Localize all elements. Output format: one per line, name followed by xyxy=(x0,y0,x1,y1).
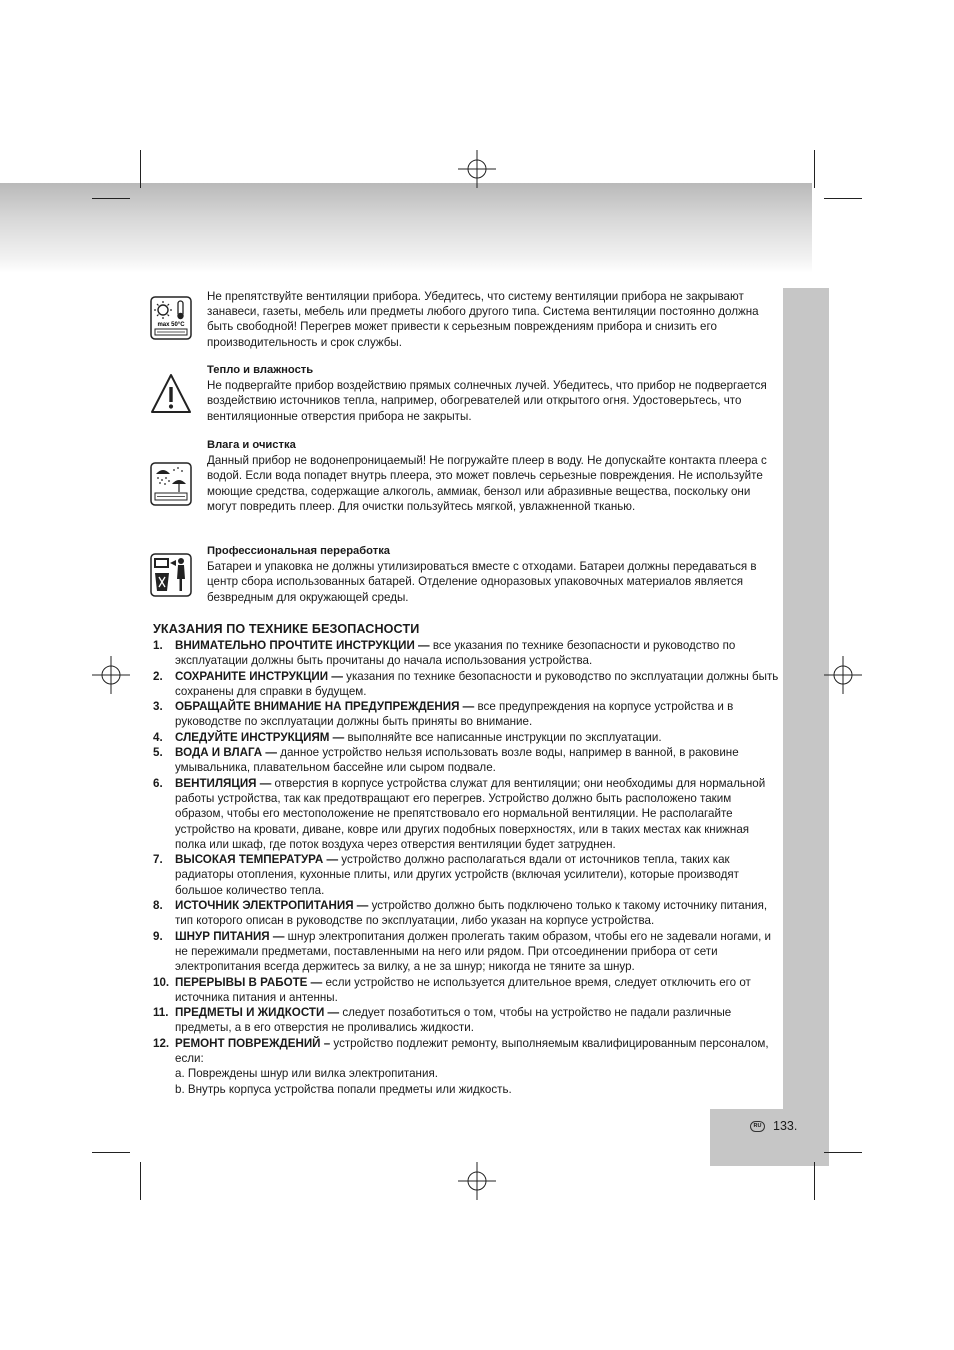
list-item xyxy=(153,852,783,898)
item-keyword: ВНИМАТЕЛЬНО ПРОЧТИТЕ ИНСТРУКЦИИ — xyxy=(175,639,430,652)
list-item xyxy=(153,1036,783,1067)
item-keyword: ОБРАЩАЙТЕ ВНИМАНИЕ НА ПРЕДУПРЕЖДЕНИЯ — xyxy=(175,700,475,714)
registration-mark-icon xyxy=(92,656,130,694)
notice-text: Не препятствуйте вентиляции прибора. Убедитесь, что систему вентиляции прибора не закрывают занавеси, газеты, мебель или предметы любого другого типа. Система вентиляции постоянно должна быть свободной! Перегрев может привести к серьезным повреждениям прибора и снизить его производительность и срок службы. xyxy=(207,290,759,349)
notice-text: Не подвергайте прибор воздействию прямых солнечных лучей. Убедитесь, что прибор не подвергается воздействию источников тепла, например, обогревателей или открытого огня. Удостоверьтесь, что вентиляционные отверстия прибора не закрыты. xyxy=(207,379,767,423)
list-item xyxy=(153,730,783,745)
list-item xyxy=(153,975,783,1006)
item-keyword: ПЕРЕРЫВЫ В РАБОТЕ — xyxy=(175,975,323,989)
item-text: отверстия в корпусе устройства служат для вентиляции; они необходимы для нормальной работы устройства, так как предотвращают его перегрев. Устройство должно быть расположено таким образом, чтобы его местоположение не препятствовало его нормальной вентиляции. Не располагайте устройство на кровати, диване, ковре или других подобных поверхностях, или в таких местах как книжная полка или шкаф, где поток воздуха через отверстия вентиляции будет затруднен. xyxy=(175,776,766,851)
crop-mark xyxy=(140,1162,141,1200)
item-text: все предупреждения на корпусе устройства и в руководстве по эксплуатации должны быть приняты во внимание. xyxy=(175,700,734,729)
list-item xyxy=(153,745,783,776)
item-number: 9. xyxy=(153,929,163,943)
item-keyword: ПРЕДМЕТЫ И ЖИДКОСТИ — xyxy=(175,1006,340,1020)
item-text: если устройство не используется длительное время, следует отключить его от источника питания и антенны. xyxy=(175,975,751,1004)
item-keyword: ИСТОЧНИК ЭЛЕКТРОПИТАНИЯ — xyxy=(175,899,369,913)
safety-list xyxy=(153,638,783,1097)
notice-text: Батареи и упаковка не должны утилизироваться вместе с отходами. Батареи должны передаваться в центр сбора использованных батарей. Отделение одноразовых упаковочных материалов является безвредным для окружающей среды. xyxy=(207,560,757,604)
list-item xyxy=(153,929,783,975)
item-text: устройство подлежит ремонту, выполняемым квалифицированным персоналом, если: xyxy=(175,1036,769,1066)
crop-mark xyxy=(824,1152,862,1153)
item-number: 8. xyxy=(153,899,163,913)
item-keyword: ВЕНТИЛЯЦИЯ — xyxy=(175,776,272,790)
item-text: шнур электропитания должен пролегать таким образом, чтобы его не задевали ногами, и не пережимали предметами, поставленными на него или рядом. При отсоединении прибора от сети электропитания всегда держитесь за вилку, а не за шнур; никогда не тяните за шнур. xyxy=(175,929,772,974)
notice-moisture-cleaning xyxy=(207,438,782,514)
notice-heading: Профессиональная переработка xyxy=(207,545,391,557)
max-temp-label: max 50°C xyxy=(157,322,185,328)
notice-heading: Тепло и влажность xyxy=(207,364,314,376)
list-item xyxy=(153,776,783,852)
registration-mark-icon xyxy=(824,656,862,694)
item-keyword: ВЫСОКАЯ ТЕМПЕРАТУРА — xyxy=(175,853,339,867)
item-text: устройство должно быть подключено только к такому источнику питания, тип которого описан в руководстве по эксплуатации, либо указан на корпусе устройства. xyxy=(175,899,768,928)
item-keyword: СОХРАНИТЕ ИНСТРУКЦИИ — xyxy=(175,669,343,683)
item-number: 4. xyxy=(153,730,163,744)
item-number: 5. xyxy=(153,746,163,760)
item-number: 12. xyxy=(153,1036,170,1050)
item-text: все указания по технике безопасности и руководство по эксплуатации должны быть прочитаны до начала использования устройства. xyxy=(175,639,736,668)
item-number: 6. xyxy=(153,776,163,790)
language-badge: RU xyxy=(750,1121,765,1132)
sub-item: b. Внутрь корпуса устройства попали предметы или жидкость. xyxy=(175,1082,512,1096)
list-item xyxy=(153,669,783,700)
registration-mark-icon xyxy=(458,1162,496,1200)
item-number: 11. xyxy=(153,1006,169,1020)
item-text: данное устройство нельзя использовать возле воды, например в ванной, в раковине умывальника, плавательном бассейне или сыром подвале. xyxy=(175,746,739,775)
crop-mark xyxy=(92,198,130,199)
sub-item: a. Повреждены шнур или вилка электропитания. xyxy=(175,1067,438,1081)
list-item xyxy=(153,1005,783,1036)
list-item xyxy=(153,638,783,669)
recycling-disposal-icon xyxy=(150,553,192,597)
notice-text: Данный прибор не водонепроницаемый! Не погружайте плеер в воду. Не допускайте контакта плеера с водой. Если вода попадет внутрь плеера, это может повлечь серьезные повреждения. Не используйте моющие средства, содержащие алкоголь, аммиак, бензол или абразивные вещества, поскольку они могут повредить плеер. Для очистки пользуйтесь мягкой, увлажненной тканью. xyxy=(207,454,767,513)
item-keyword: РЕМОНТ ПОВРЕЖДЕНИЙ – xyxy=(175,1036,331,1050)
crop-mark xyxy=(814,1162,815,1200)
item-text: выполняйте все написанные инструкции по эксплуатации. xyxy=(344,730,662,744)
registration-mark-icon xyxy=(458,150,496,188)
moisture-umbrella-icon xyxy=(150,462,192,506)
safety-section-title: УКАЗАНИЯ ПО ТЕХНИКЕ БЕЗОПАСНОСТИ xyxy=(153,622,420,636)
crop-mark xyxy=(814,150,815,188)
item-keyword: ШНУР ПИТАНИЯ — xyxy=(175,929,285,943)
item-number: 1. xyxy=(153,639,163,652)
page-number: 133. xyxy=(773,1119,798,1133)
side-tab-band xyxy=(783,288,829,1110)
item-text: следует позаботиться о том, чтобы на устройство не падали различные предметы, а в его отверстия не проливались жидкости. xyxy=(175,1006,732,1035)
list-item xyxy=(153,898,783,929)
crop-mark xyxy=(140,150,141,188)
warning-triangle-icon xyxy=(150,372,192,416)
notice-heat-humidity xyxy=(207,363,782,424)
item-keyword: СЛЕДУЙТЕ ИНСТРУКЦИЯМ — xyxy=(175,730,345,744)
item-text: устройство должно располагаться вдали от источников тепла, таких как радиаторы отопления, кухонные плиты, или других устройств (включая усилители), которые производят большое количество тепла. xyxy=(175,853,739,897)
page-number-box xyxy=(710,1109,829,1166)
ventilation-temperature-icon xyxy=(150,296,192,340)
header-gradient-band xyxy=(0,183,812,273)
item-number: 3. xyxy=(153,700,163,714)
list-item xyxy=(153,699,783,730)
item-number: 2. xyxy=(153,669,163,683)
item-number: 7. xyxy=(153,853,163,867)
crop-mark xyxy=(824,198,862,199)
notice-heading: Влага и очистка xyxy=(207,439,296,451)
notice-recycling xyxy=(207,544,782,605)
item-number: 10. xyxy=(153,975,170,989)
item-text: указания по технике безопасности и руководство по эксплуатации должны быть сохранены для справки в будущем. xyxy=(175,669,779,698)
notice-ventilation xyxy=(207,289,782,350)
crop-mark xyxy=(92,1152,130,1153)
item-keyword: ВОДА И ВЛАГА — xyxy=(175,746,277,760)
